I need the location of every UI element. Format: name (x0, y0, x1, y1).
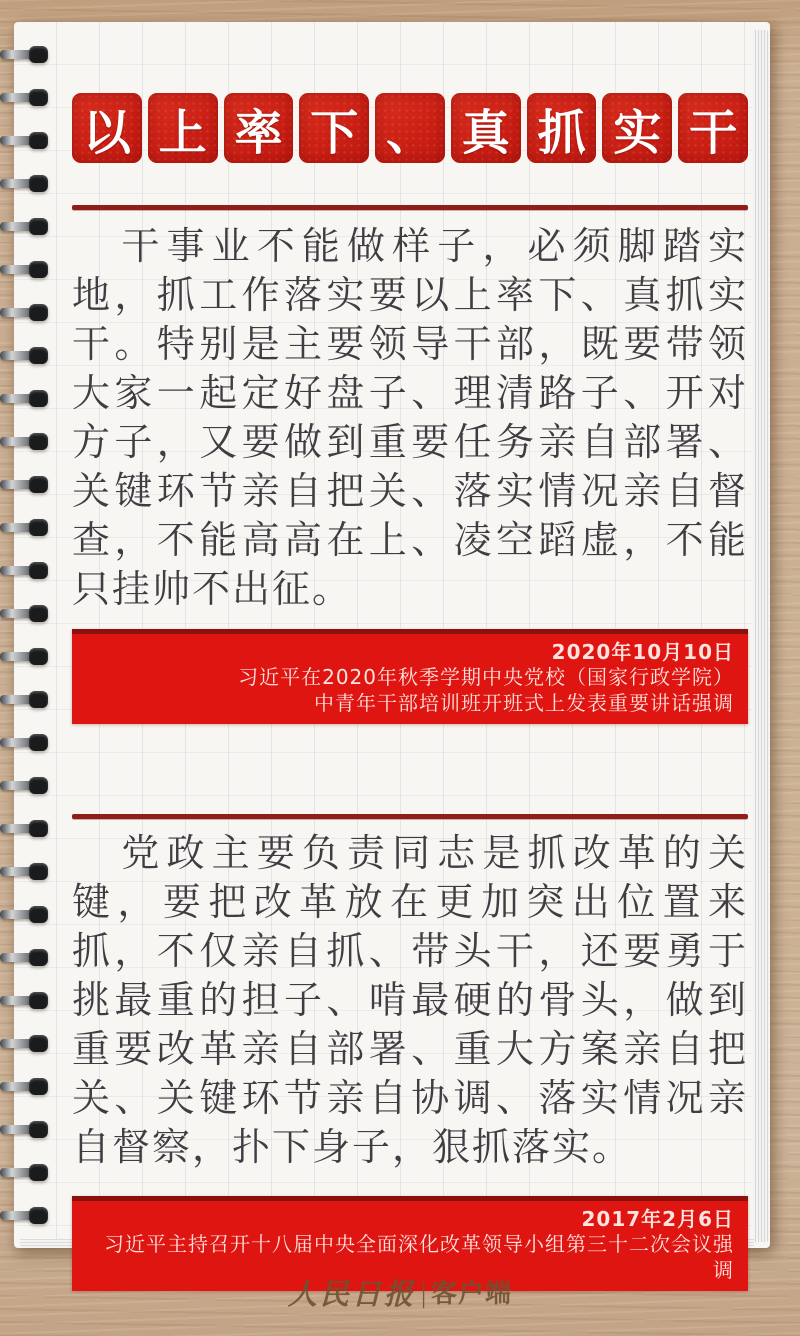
spiral-ring (0, 523, 48, 532)
spiral-ring (0, 1082, 48, 1091)
spiral-ring (0, 1168, 48, 1177)
spiral-ring (0, 910, 48, 919)
title-tile: 以 (72, 93, 142, 163)
spiral-ring (0, 265, 48, 274)
spiral-ring (0, 738, 48, 747)
spiral-ring (0, 179, 48, 188)
notebook-page (14, 22, 770, 1282)
attribution-date: 2020年10月10日 (551, 640, 734, 664)
divider-line (72, 205, 748, 210)
attribution-block-1 (72, 629, 748, 724)
spiral-ring (0, 867, 48, 876)
publisher-logo (0, 1272, 800, 1313)
title-tile: 抓 (527, 93, 597, 163)
spiral-ring (0, 1211, 48, 1220)
spiral-ring (0, 308, 48, 317)
page-content (72, 22, 748, 1291)
spiral-ring (0, 480, 48, 489)
title-tile: 干 (678, 93, 748, 163)
title-tile: 下 (299, 93, 369, 163)
spiral-ring (0, 394, 48, 403)
spiral-ring (0, 566, 48, 575)
spiral-ring (0, 93, 48, 102)
spiral-ring (0, 781, 48, 790)
attribution-source-line: 习近平在2020年秋季学期中央党校（国家行政学院） (238, 665, 734, 689)
spiral-ring (0, 609, 48, 618)
quote-paragraph-2: 党政主要负责同志是抓改革的关键，要把改革放在更加突出位置来抓，不仅亲自抓、带头干，还要勇于挑最重的担子、啃最硬的骨头，做到重要改革亲自部署、重大方案亲自把关、关键环节亲自协调、落实情况亲自督察，扑下身子，狠抓落实。 (72, 831, 748, 1169)
page-stack-edge-right (753, 30, 770, 1242)
quote-paragraph-1: 干事业不能做样子，必须脚踏实地，抓工作落实要以上率下、真抓实干。特别是主要领导干部，既要带领大家一起定好盘子、理清路子、开对方子，又要做到重要任务亲自部署、关键环节亲自把关、落实情况亲自督查，不能高高在上、凌空蹈虚，不能只挂帅不出征。 (72, 224, 748, 611)
spiral-ring (0, 437, 48, 446)
spiral-binding (0, 0, 60, 1336)
title-banner (72, 93, 748, 163)
spiral-ring (0, 824, 48, 833)
title-tile: 率 (224, 93, 294, 163)
spiral-ring (0, 652, 48, 661)
attribution-source-line: 中青年干部培训班开班式上发表重要讲话强调 (314, 691, 734, 715)
spiral-ring (0, 1039, 48, 1048)
spiral-ring (0, 50, 48, 59)
attribution-date: 2017年2月6日 (581, 1207, 734, 1231)
spiral-ring (0, 136, 48, 145)
spiral-ring (0, 222, 48, 231)
publisher-logo-separator: | (418, 1278, 429, 1309)
title-tile: 、 (375, 93, 445, 163)
spiral-ring (0, 695, 48, 704)
spiral-ring (0, 953, 48, 962)
title-tile: 实 (602, 93, 672, 163)
title-tile: 真 (451, 93, 521, 163)
divider-line (72, 814, 748, 819)
attribution-source-line: 习近平主持召开十八届中央全面深化改革领导小组第三十二次会议强调 (104, 1232, 734, 1282)
title-tile: 上 (148, 93, 218, 163)
spiral-ring (0, 351, 48, 360)
spiral-ring (0, 996, 48, 1005)
spiral-ring (0, 1125, 48, 1134)
publisher-logo-suffix: 客户端 (431, 1279, 513, 1309)
publisher-logo-script: 人民日报 (287, 1277, 416, 1311)
